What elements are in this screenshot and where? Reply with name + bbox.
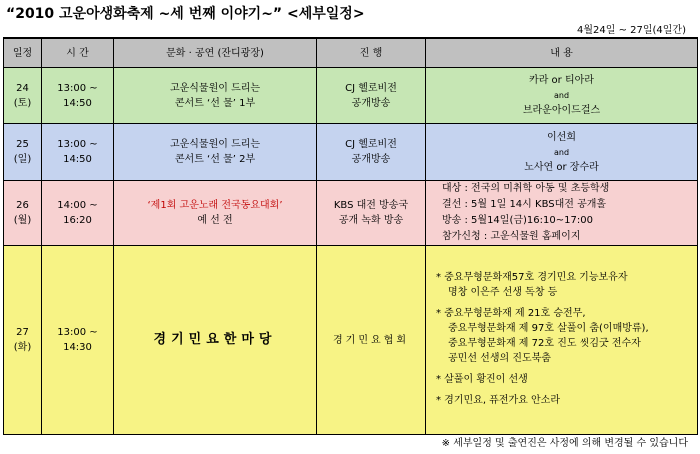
culture-cell: [114, 124, 317, 181]
table-row: [4, 246, 698, 435]
page-title: “2010 고운아생화축제 ~세 번째 이야기~” <세부일정>: [6, 6, 365, 22]
day-cell: [4, 181, 42, 246]
time-start: 14:00 ~: [57, 200, 98, 211]
host-cell: [317, 181, 426, 246]
content-line: 참가신청 : 고운식물원 홈페이지: [442, 231, 581, 242]
list-item: * 중요무형문화재 제 21호 승전무, 중요무형문화재 제 97호 살풀이 춤(이매방류), 중요무형문화재 제 72호 진도 씻김굿 전수자 공민선 선생의 진도북춤: [436, 308, 649, 364]
host-cell: [317, 124, 426, 181]
content-line: and: [553, 91, 570, 100]
list-item: * 경기민요, 퓨전가요 안소라: [436, 395, 560, 406]
time-end: 14:50: [63, 154, 92, 165]
host-line: 공개 녹화 방송: [338, 215, 404, 226]
time-start: 13:00 ~: [57, 82, 98, 94]
table-row: [4, 181, 698, 246]
host-line: CJ 헬로비전: [345, 139, 397, 150]
content-line: and: [553, 147, 570, 157]
header-row: [4, 38, 698, 68]
weekday: (일): [13, 154, 32, 165]
content-line: 대상 : 전국의 미취학 아동 및 초등학생: [442, 183, 610, 194]
day-cell: [4, 124, 42, 181]
time-end: 16:20: [63, 215, 92, 226]
host-line: CJ 헬로비전: [345, 82, 397, 94]
time-start: 13:00 ~: [57, 139, 98, 150]
day-cell: [4, 68, 42, 124]
content-line: 방송 : 5월14일(금)16:10~17:00: [442, 215, 593, 226]
culture-line: 고운식물원이 드리는: [169, 139, 261, 150]
content-line: 결선 : 5월 1일 14시 KBS대전 공개홀: [442, 199, 607, 210]
weekday: (화): [13, 342, 32, 353]
date-range: 4월24일 ~ 27일(4일간): [576, 25, 686, 36]
header-host: 진 행: [317, 38, 426, 68]
weekday: (월): [13, 215, 32, 226]
culture-cell: [114, 68, 317, 124]
time-cell: [42, 124, 114, 181]
host-line: 공개방송: [351, 97, 391, 109]
content-line: 노사연 or 장수라: [524, 161, 599, 173]
time-cell: [42, 246, 114, 435]
day-number: 27: [16, 327, 29, 338]
header-time: 시 간: [42, 38, 114, 68]
host-cell: [317, 68, 426, 124]
host-line: 공개방송: [351, 154, 391, 165]
content-cell: [426, 181, 698, 246]
content-line: 이선희: [547, 131, 576, 143]
table-row: [4, 124, 698, 181]
culture-line: 콘서트 ‘선 물’ 2부: [174, 154, 256, 165]
day-number: 25: [16, 139, 29, 150]
time-cell: [42, 181, 114, 246]
time-cell: [42, 68, 114, 124]
footnote: ※ 세부일정 및 출연진은 사정에 의해 변경될 수 있습니다: [441, 438, 688, 449]
content-cell: [426, 246, 698, 435]
contest-title: ‘제1회 고운노래 전국동요대회’: [147, 200, 283, 211]
content-line: 브라운아이드걸스: [522, 105, 601, 116]
time-end: 14:50: [63, 97, 92, 109]
host-line: 경기민요협회: [333, 334, 409, 346]
culture-cell: [114, 181, 317, 246]
culture-cell: [114, 246, 317, 435]
content-cell: [426, 124, 698, 181]
event-title: 경기민요한마당: [153, 332, 277, 347]
header-culture: 문화 · 공연 (잔디광장): [114, 38, 317, 68]
culture-line: 고운식물원이 드리는: [169, 82, 261, 94]
time-start: 13:00 ~: [57, 327, 98, 338]
performer-list: [426, 270, 697, 408]
host-line: KBS 대전 방송국: [333, 200, 409, 211]
culture-line: 예 선 전: [197, 215, 233, 226]
header-content: 내 용: [426, 38, 698, 68]
host-cell: [317, 246, 426, 435]
list-item: * 살풀이 황진이 선생: [436, 374, 528, 385]
time-end: 14:30: [63, 342, 92, 353]
day-cell: [4, 246, 42, 435]
table-row: [4, 68, 698, 124]
content-line: 카라 or 티아라: [529, 75, 594, 86]
content-cell: [426, 68, 698, 124]
culture-line: 콘서트 ‘선 물’ 1부: [174, 97, 256, 109]
schedule-table: [3, 37, 698, 435]
list-item: * 중요무형문화재57호 경기민요 기능보유자 명창 이은주 선생 독창 등: [436, 272, 628, 298]
day-number: 24: [16, 82, 29, 94]
weekday: (토): [13, 97, 32, 109]
day-number: 26: [16, 200, 29, 211]
header-day: 일정: [4, 38, 42, 68]
